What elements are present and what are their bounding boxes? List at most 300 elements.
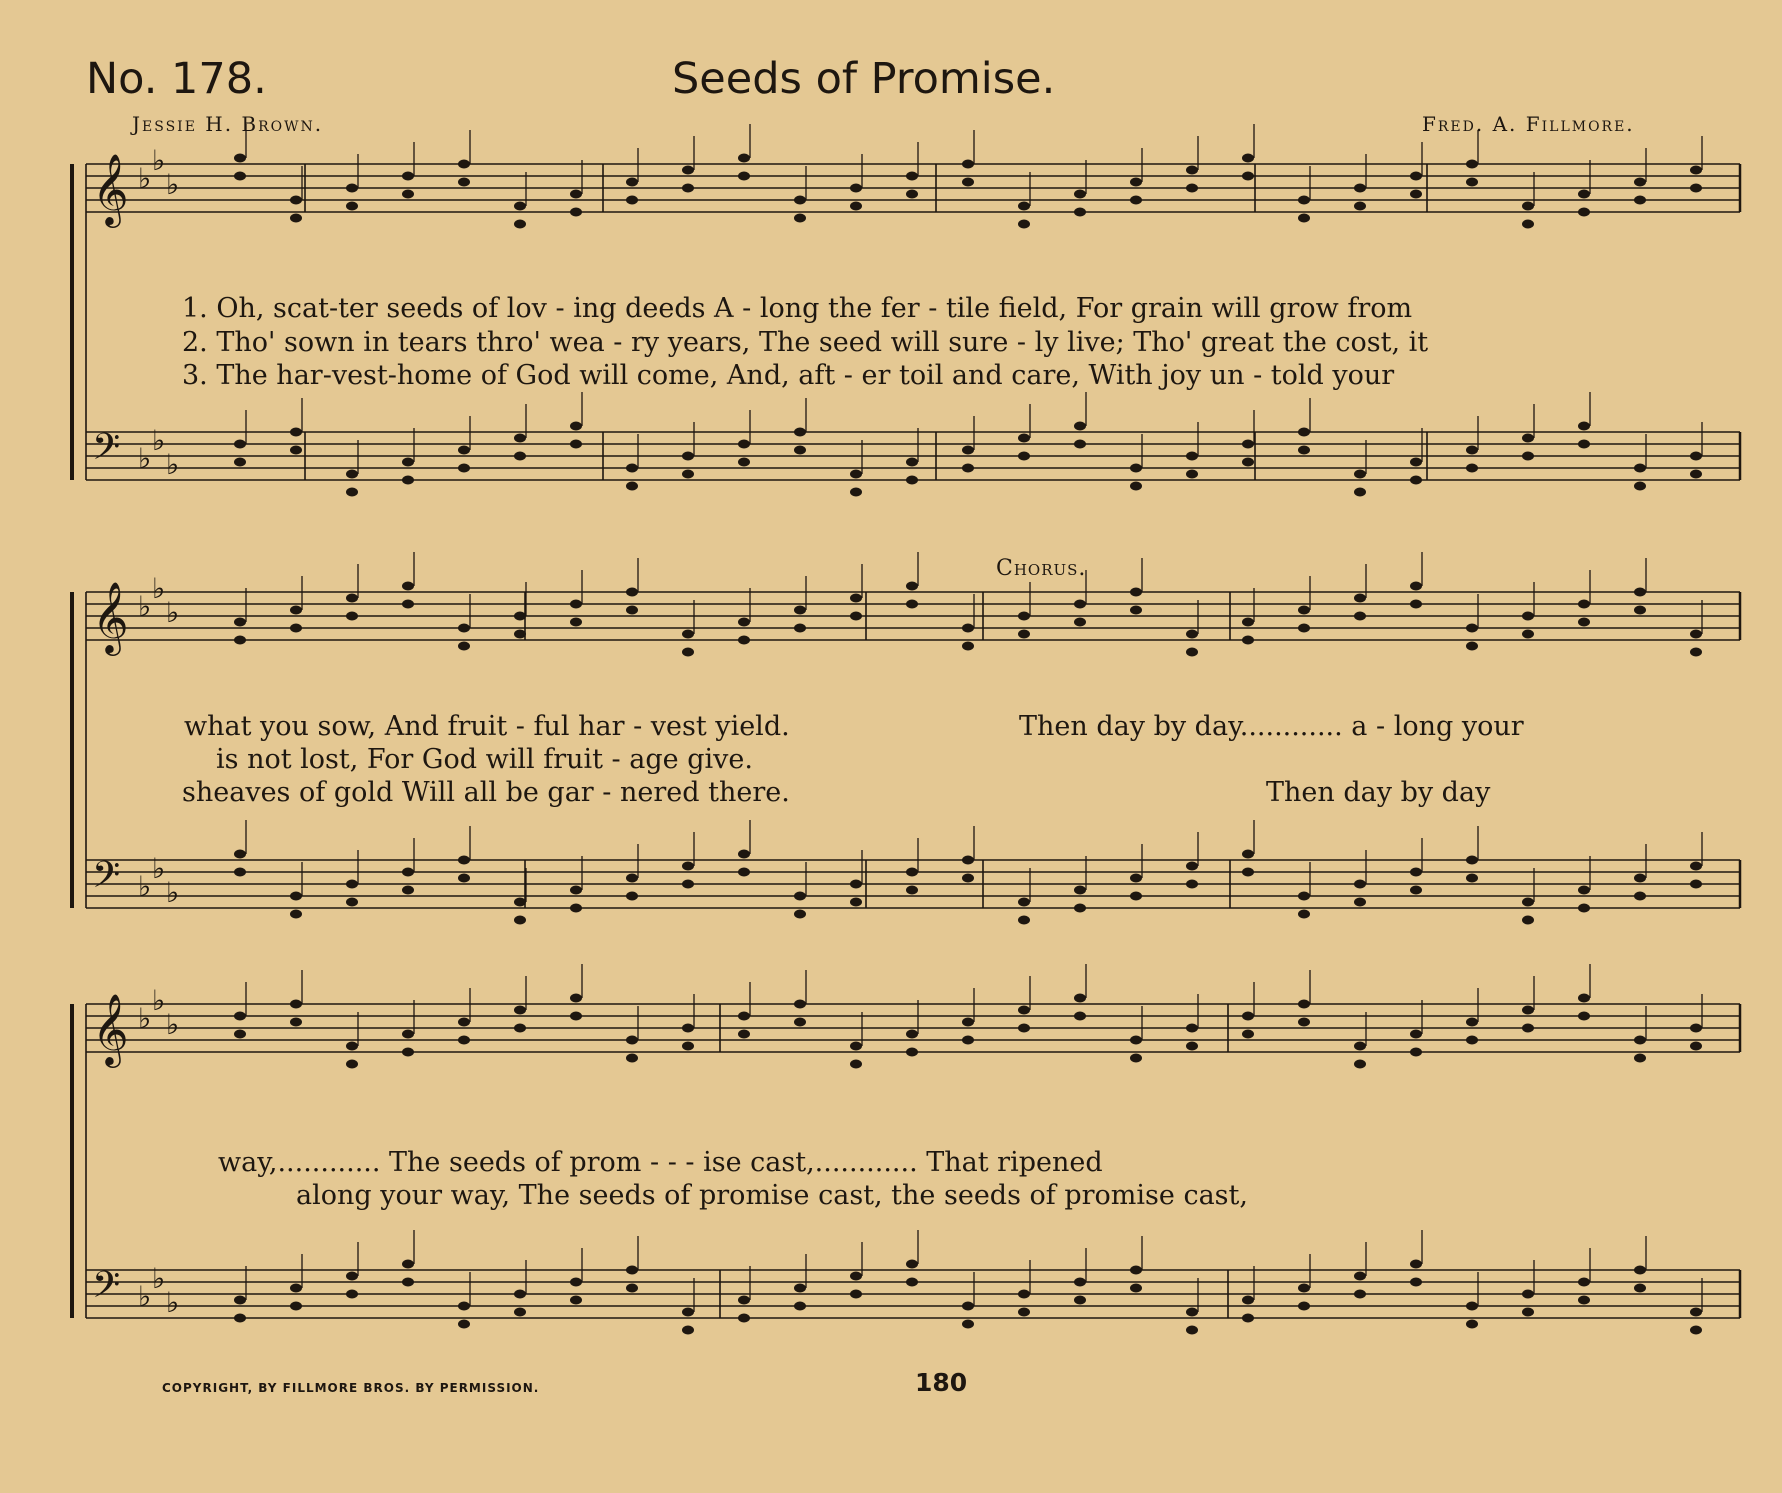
note-head [1130, 874, 1142, 883]
note-head [1354, 612, 1366, 621]
lyric-line-s1-v3: 3. The har-vest-home of God will come, And, aft - er toil and care, With joy un - told your [182, 360, 1395, 391]
note-head [1522, 220, 1534, 229]
lyric-line-s2-v2: is not lost, For God will fruit - age give. [216, 744, 753, 775]
note-head [1354, 470, 1366, 479]
flat-sign-icon: ♭ [166, 168, 180, 201]
note-head [1466, 1018, 1478, 1027]
note-head [962, 464, 974, 473]
note-head [290, 892, 302, 901]
note-head [290, 1000, 302, 1009]
note-head [234, 868, 246, 877]
note-head [1074, 190, 1086, 199]
note-head [962, 178, 974, 187]
note-head [1634, 464, 1646, 473]
note-head [1074, 904, 1086, 913]
note-head [738, 1012, 750, 1021]
note-head [906, 868, 918, 877]
note-head [234, 618, 246, 627]
note-head [1186, 648, 1198, 657]
note-head [570, 422, 582, 431]
note-head [738, 1030, 750, 1039]
note-head [402, 1048, 414, 1057]
note-head [626, 464, 638, 473]
note-head [346, 594, 358, 603]
note-head [1242, 1030, 1254, 1039]
note-head [1186, 184, 1198, 193]
note-head [1466, 464, 1478, 473]
note-head [1242, 1296, 1254, 1305]
note-head [514, 220, 526, 229]
note-head [1074, 618, 1086, 627]
note-head [1634, 1266, 1646, 1275]
note-head [346, 1272, 358, 1281]
note-head [906, 1030, 918, 1039]
note-head [1298, 892, 1310, 901]
note-head [1298, 428, 1310, 437]
note-head [1410, 600, 1422, 609]
note-head [962, 1320, 974, 1329]
note-head [738, 440, 750, 449]
note-head [1410, 582, 1422, 591]
note-head [1410, 886, 1422, 895]
note-head [1018, 1308, 1030, 1317]
note-head [850, 488, 862, 497]
note-head [850, 898, 862, 907]
note-head [626, 1266, 638, 1275]
note-head [1018, 1006, 1030, 1015]
note-head [1074, 1278, 1086, 1287]
hymn-title: Seeds of Promise. [672, 54, 1056, 104]
note-head [1578, 1278, 1590, 1287]
flat-sign-icon: ♭ [166, 876, 180, 909]
treble-clef-icon: 𝄞 [92, 152, 129, 225]
note-head [514, 452, 526, 461]
note-head [682, 1308, 694, 1317]
note-head [1522, 630, 1534, 639]
note-head [850, 1060, 862, 1069]
note-head [738, 868, 750, 877]
note-head [1298, 624, 1310, 633]
note-head [906, 172, 918, 181]
note-head [458, 178, 470, 187]
note-head [346, 488, 358, 497]
note-head [1186, 470, 1198, 479]
note-head [346, 184, 358, 193]
note-head [234, 850, 246, 859]
note-head [570, 600, 582, 609]
note-head [1466, 446, 1478, 455]
note-head [290, 428, 302, 437]
note-head [794, 428, 806, 437]
note-head [850, 594, 862, 603]
note-head [1690, 1042, 1702, 1051]
note-head [234, 440, 246, 449]
note-head [1690, 862, 1702, 871]
note-head [570, 440, 582, 449]
note-head [458, 464, 470, 473]
note-head [514, 916, 526, 925]
note-head [1298, 446, 1310, 455]
note-head [1634, 1054, 1646, 1063]
note-head [1578, 994, 1590, 1003]
note-head [458, 1036, 470, 1045]
note-head [626, 178, 638, 187]
note-head [1130, 606, 1142, 615]
flat-sign-icon: ♭ [152, 572, 166, 605]
note-head [234, 1030, 246, 1039]
treble-clef-icon: 𝄞 [92, 992, 129, 1065]
note-head [794, 892, 806, 901]
note-head [1074, 440, 1086, 449]
note-head [514, 434, 526, 443]
note-head [514, 202, 526, 211]
note-head [1130, 588, 1142, 597]
note-head [1410, 476, 1422, 485]
note-head [738, 636, 750, 645]
note-head [402, 600, 414, 609]
note-head [1410, 1048, 1422, 1057]
note-head [402, 190, 414, 199]
note-head [906, 1278, 918, 1287]
note-head [514, 898, 526, 907]
note-head [1522, 1006, 1534, 1015]
note-head [682, 1024, 694, 1033]
note-head [906, 476, 918, 485]
note-head [1634, 196, 1646, 205]
flat-sign-icon: ♭ [152, 984, 166, 1017]
note-head [514, 1024, 526, 1033]
note-head [570, 994, 582, 1003]
note-head [1130, 464, 1142, 473]
note-head [234, 1314, 246, 1323]
note-head [290, 606, 302, 615]
lyric-line-s2-v3: sheaves of gold Will all be gar - nered there. [182, 777, 790, 808]
note-head [458, 446, 470, 455]
note-head [626, 1054, 638, 1063]
note-head [570, 618, 582, 627]
note-head [1298, 1000, 1310, 1009]
note-head [1242, 618, 1254, 627]
note-head [682, 184, 694, 193]
note-head [794, 1284, 806, 1293]
note-head [962, 160, 974, 169]
page-number: 180 [915, 1368, 968, 1397]
note-head [234, 154, 246, 163]
note-head [1410, 1030, 1422, 1039]
note-head [682, 452, 694, 461]
lyric-line-s3-chorus: way,............ The seeds of prom - - - ise cast,............ That ripened [218, 1147, 1103, 1178]
note-head [1466, 856, 1478, 865]
note-head [682, 1326, 694, 1335]
note-head [1634, 1036, 1646, 1045]
note-head [346, 470, 358, 479]
note-head [346, 202, 358, 211]
note-head [962, 642, 974, 651]
note-head [850, 612, 862, 621]
note-head [1074, 422, 1086, 431]
note-head [738, 458, 750, 467]
note-head [1578, 618, 1590, 627]
note-head [1466, 1320, 1478, 1329]
note-head [682, 862, 694, 871]
note-head [738, 1314, 750, 1323]
note-head [514, 1308, 526, 1317]
note-head [738, 618, 750, 627]
note-head [1242, 172, 1254, 181]
note-head [1130, 892, 1142, 901]
lyric-line-s2-v1: what you sow, And fruit - ful har - vest yield. [184, 711, 790, 742]
note-head [1018, 630, 1030, 639]
lyric-line-s3-chorus-bass: along your way, The seeds of promise cast, the seeds of promise cast, [296, 1180, 1248, 1211]
note-head [514, 630, 526, 639]
note-head [1578, 886, 1590, 895]
note-head [850, 880, 862, 889]
note-head [458, 642, 470, 651]
note-head [1186, 630, 1198, 639]
lyric-line-s1-v1: 1. Oh, scat-ter seeds of lov - ing deeds A - long the fer - tile field, For grain will grow from [182, 293, 1413, 324]
note-head [1690, 166, 1702, 175]
note-head [682, 166, 694, 175]
note-head [570, 1296, 582, 1305]
note-head [1298, 606, 1310, 615]
note-head [1578, 600, 1590, 609]
note-head [570, 190, 582, 199]
note-head [1018, 612, 1030, 621]
note-head [1130, 178, 1142, 187]
note-head [1466, 624, 1478, 633]
note-head [682, 630, 694, 639]
flat-sign-icon: ♭ [138, 870, 152, 903]
note-head [290, 1284, 302, 1293]
note-head [458, 856, 470, 865]
note-head [402, 172, 414, 181]
note-head [626, 482, 638, 491]
note-head [626, 588, 638, 597]
note-head [1018, 898, 1030, 907]
note-head [850, 1042, 862, 1051]
note-head [1130, 196, 1142, 205]
note-head [1410, 458, 1422, 467]
note-head [626, 1036, 638, 1045]
note-head [1130, 1054, 1142, 1063]
note-head [1074, 1012, 1086, 1021]
note-head [850, 184, 862, 193]
note-head [1298, 1302, 1310, 1311]
note-head [906, 458, 918, 467]
note-head [402, 1260, 414, 1269]
note-head [234, 172, 246, 181]
note-head [1690, 470, 1702, 479]
note-head [962, 446, 974, 455]
note-head [346, 880, 358, 889]
note-head [1186, 880, 1198, 889]
note-head [682, 1042, 694, 1051]
note-head [1690, 880, 1702, 889]
note-head [1354, 1290, 1366, 1299]
note-head [1578, 440, 1590, 449]
treble-clef-icon: 𝄞 [92, 580, 129, 653]
note-head [626, 196, 638, 205]
note-head [346, 898, 358, 907]
lyric-line-s2-chorus: Then day by day............ a - long your [1019, 711, 1524, 742]
note-head [962, 1036, 974, 1045]
note-head [1186, 1326, 1198, 1335]
note-head [402, 582, 414, 591]
note-head [1354, 594, 1366, 603]
note-head [682, 880, 694, 889]
note-head [1522, 1290, 1534, 1299]
note-head [1074, 886, 1086, 895]
note-head [1018, 1024, 1030, 1033]
note-head [1634, 588, 1646, 597]
note-head [794, 1000, 806, 1009]
note-head [402, 886, 414, 895]
note-head [346, 1042, 358, 1051]
note-head [1354, 1042, 1366, 1051]
note-head [1074, 600, 1086, 609]
note-head [1242, 850, 1254, 859]
lyric-line-s2-chorus-bass: Then day by day [1266, 777, 1491, 808]
note-head [1466, 160, 1478, 169]
note-head [1690, 452, 1702, 461]
note-head [402, 1030, 414, 1039]
note-head [1634, 1284, 1646, 1293]
note-head [1690, 630, 1702, 639]
note-head [1186, 1042, 1198, 1051]
note-head [626, 874, 638, 883]
note-head [290, 1018, 302, 1027]
note-head [1578, 1012, 1590, 1021]
note-head [1522, 898, 1534, 907]
note-head [1578, 904, 1590, 913]
note-head [1242, 1012, 1254, 1021]
note-head [1298, 910, 1310, 919]
bass-clef-icon: 𝄢 [92, 854, 121, 905]
note-head [1410, 190, 1422, 199]
note-head [626, 1284, 638, 1293]
note-head [1242, 868, 1254, 877]
note-head [1634, 874, 1646, 883]
note-head [1690, 1326, 1702, 1335]
note-head [1074, 1296, 1086, 1305]
note-head [906, 1260, 918, 1269]
note-head [1466, 1302, 1478, 1311]
note-head [458, 874, 470, 883]
note-head [794, 1018, 806, 1027]
note-head [290, 1302, 302, 1311]
note-head [794, 446, 806, 455]
note-head [626, 606, 638, 615]
note-head [1690, 184, 1702, 193]
note-head [346, 1290, 358, 1299]
note-head [906, 190, 918, 199]
note-head [1018, 916, 1030, 925]
note-head [402, 476, 414, 485]
note-head [1522, 1308, 1534, 1317]
flat-sign-icon: ♭ [152, 852, 166, 885]
lyric-line-s1-v2: 2. Tho' sown in tears thro' wea - ry years, The seed will sure - ly live; Tho' great the cost, it [182, 327, 1429, 358]
note-head [1242, 154, 1254, 163]
note-head [962, 1302, 974, 1311]
lyricist-credit: Jessie H. Brown. [132, 112, 324, 136]
note-head [1186, 166, 1198, 175]
note-head [1354, 880, 1366, 889]
bass-clef-icon: 𝄢 [92, 1264, 121, 1315]
note-head [1410, 172, 1422, 181]
note-head [906, 1048, 918, 1057]
composer-credit: Fred. A. Fillmore. [1422, 112, 1635, 136]
note-head [1018, 434, 1030, 443]
note-head [1410, 1260, 1422, 1269]
note-head [1018, 202, 1030, 211]
note-head [1186, 862, 1198, 871]
note-head [402, 458, 414, 467]
note-head [1074, 208, 1086, 217]
note-head [1018, 1290, 1030, 1299]
note-head [1522, 434, 1534, 443]
note-head [794, 196, 806, 205]
note-head [570, 208, 582, 217]
note-head [346, 612, 358, 621]
note-head [1578, 190, 1590, 199]
note-head [682, 470, 694, 479]
note-head [1242, 440, 1254, 449]
note-head [458, 624, 470, 633]
note-head [234, 458, 246, 467]
chorus-label: Chorus. [996, 556, 1087, 581]
flat-sign-icon: ♭ [166, 448, 180, 481]
note-head [1242, 458, 1254, 467]
note-head [1634, 178, 1646, 187]
note-head [290, 446, 302, 455]
note-head [1466, 642, 1478, 651]
note-head [794, 624, 806, 633]
note-head [1522, 452, 1534, 461]
note-head [1186, 1308, 1198, 1317]
note-head [850, 470, 862, 479]
note-head [626, 892, 638, 901]
note-head [906, 600, 918, 609]
note-head [1074, 994, 1086, 1003]
note-head [850, 202, 862, 211]
note-head [738, 154, 750, 163]
note-head [1578, 422, 1590, 431]
flat-sign-icon: ♭ [152, 144, 166, 177]
note-head [570, 886, 582, 895]
note-head [1354, 898, 1366, 907]
note-head [290, 196, 302, 205]
note-head [234, 636, 246, 645]
flat-sign-icon: ♭ [138, 590, 152, 623]
note-head [458, 160, 470, 169]
note-head [1018, 452, 1030, 461]
note-head [402, 868, 414, 877]
note-head [1522, 1024, 1534, 1033]
note-head [570, 1278, 582, 1287]
flat-sign-icon: ♭ [166, 1286, 180, 1319]
note-head [1298, 1018, 1310, 1027]
note-head [1690, 1308, 1702, 1317]
note-head [1522, 612, 1534, 621]
note-head [1354, 488, 1366, 497]
note-head [738, 850, 750, 859]
note-head [458, 1302, 470, 1311]
note-head [1690, 1024, 1702, 1033]
note-head [1578, 208, 1590, 217]
note-head [850, 1290, 862, 1299]
note-head [682, 648, 694, 657]
note-head [1634, 892, 1646, 901]
